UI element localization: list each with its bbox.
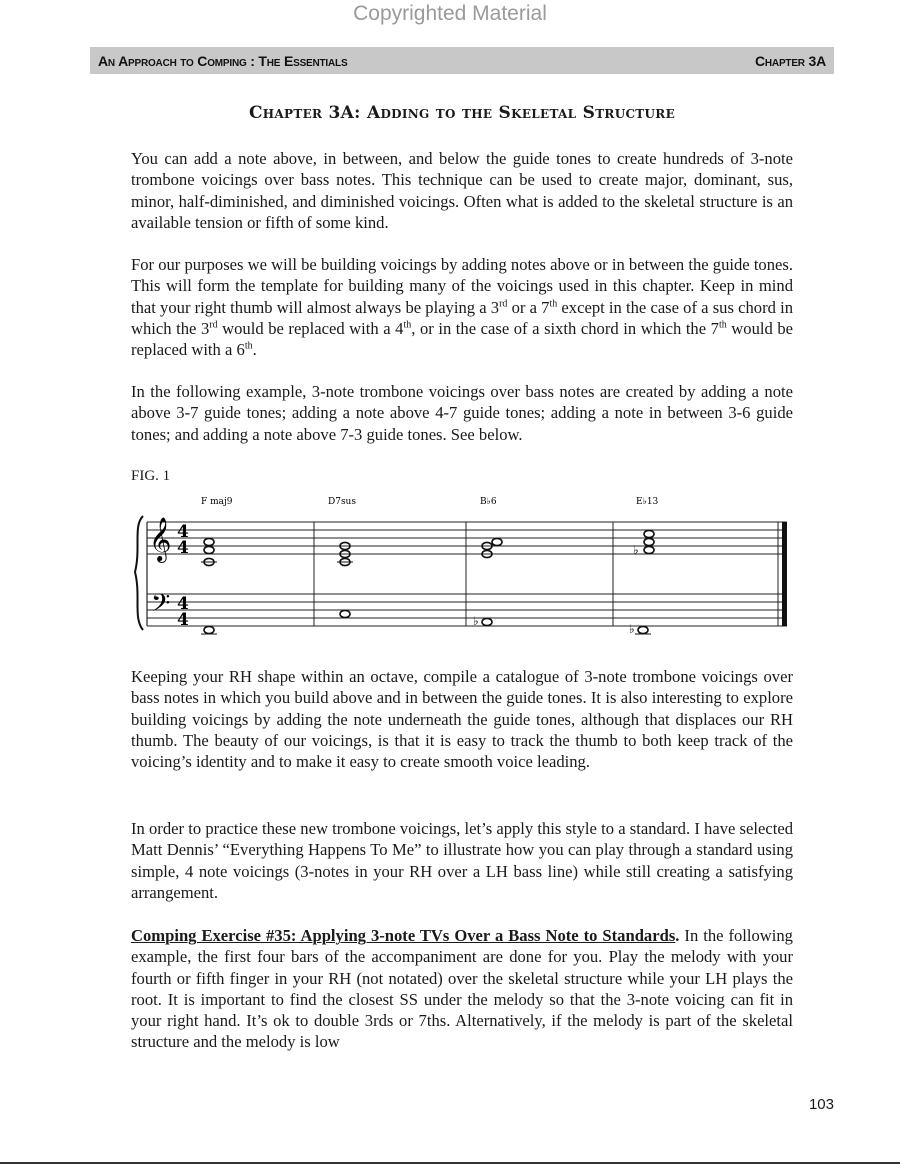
time-signature-bottom: 4 xyxy=(177,538,189,558)
flat-accidental: ♭ xyxy=(629,622,635,636)
treble-staff xyxy=(147,522,787,554)
chord-voicing-bb6 xyxy=(482,538,502,625)
whole-note xyxy=(644,538,654,545)
final-barline-thick xyxy=(782,522,787,626)
paragraph-purposes: For our purposes we will be building voicings by adding notes above or in between the guide tones. This will form the template for building many of the voicings used in this chapter. Keep in mind that your right thumb will almost always be playing a 3rd or a 7th except in the case of a sus chord in which the 3rd would be replaced with a 4th, or in the case of a sixth chord in which the 7th would be replaced with a 6th. xyxy=(131,255,794,360)
flat-accidental: ♭ xyxy=(473,614,479,628)
whole-note xyxy=(340,610,350,617)
music-notation-figure xyxy=(131,486,793,644)
figure-label: FIG. 1 xyxy=(131,468,171,484)
exercise-title: Comping Exercise #35: Applying 3-note TVs Over a Bass Note to Standards xyxy=(131,926,676,945)
header-book-title: An Approach to Comping : The Essentials xyxy=(98,52,348,69)
treble-clef: 𝄞 xyxy=(149,517,172,561)
header-chapter: Chapter 3A xyxy=(754,52,826,69)
whole-note xyxy=(482,618,492,625)
chapter-title: Chapter 3A: Adding to the Skeletal Structure xyxy=(248,103,676,123)
copyright-watermark: Copyrighted Material xyxy=(353,2,547,25)
paragraph-standard: In order to practice these new trombone voicings, let’s apply this style to a standard. I have selected Matt Dennis’ “Everything Happens To Me” to illustrate how you can play through a standard using simple, 4 note voicings (3-notes in your RH over a LH bass line) while still creating a satisfying arrangement. xyxy=(131,819,793,902)
whole-note xyxy=(204,538,214,545)
paragraph-example-intro: In the following example, 3-note trombone voicings over bass notes are created by adding a note above 3-7 guide tones; adding a note above 4-7 guide tones; adding a note in between 3-6 guide tones; and adding a note above 7-3 guide tones. See below. xyxy=(131,382,793,444)
time-signature-top: 4 xyxy=(177,594,189,614)
chord-symbol: F maj9 xyxy=(201,497,233,507)
paragraph-exercise: Comping Exercise #35: Applying 3-note TVs Over a Bass Note to Standards. In the following example, the first four bars of the accompaniment are done for you. Play the melody with your fourth or fifth finger in your RH (not notated) over the skeletal structure while your LH plays the root. It is important to find the closest SS under the melody so that the 3-note voicing can fit in your right hand. It’s ok to double 3rds or 7ths. Alternatively, if the melody is part of the skeletal structure and the melody is low xyxy=(131,926,793,1052)
bass-staff xyxy=(147,594,787,626)
flat-accidental: ♭ xyxy=(633,543,639,557)
whole-note xyxy=(638,626,648,633)
whole-note xyxy=(644,546,654,553)
chord-symbol: D7sus xyxy=(328,497,356,507)
bass-clef: 𝄢 xyxy=(151,589,171,624)
page-number: 103 xyxy=(808,1096,834,1113)
chord-symbol: E♭13 xyxy=(636,497,659,507)
chord-symbol: B♭6 xyxy=(480,497,497,507)
grand-staff-brace xyxy=(135,516,143,630)
whole-note xyxy=(644,530,654,537)
time-signature-top: 4 xyxy=(177,522,189,542)
paragraph-catalogue: Keeping your RH shape within an octave, compile a catalogue of 3-note trombone voicings over bass notes in which you build above and in between the guide tones. It is also interesting to explore building voicings by adding the note underneath the guide tones, although that displaces our RH thumb. The beauty of our voicings, is that it is easy to track the thumb to both keep track of the voicing’s identity and to make it easy to create smooth voice leading. xyxy=(131,667,793,772)
whole-note xyxy=(204,626,214,633)
whole-note xyxy=(204,546,214,553)
chord-voicing-fmaj9 xyxy=(201,538,217,634)
time-signature-bottom: 4 xyxy=(177,610,189,630)
whole-note xyxy=(492,538,502,545)
running-header xyxy=(90,47,834,74)
paragraph-intro: You can add a note above, in between, and below the guide tones to create hundreds of 3-note trombone voicings over bass notes. This technique can be used to create major, dominant, sus, minor, half-diminished, and diminished voicings. Often what is added to the skeletal structure is an available tension or fifth of some kind. xyxy=(131,149,793,232)
